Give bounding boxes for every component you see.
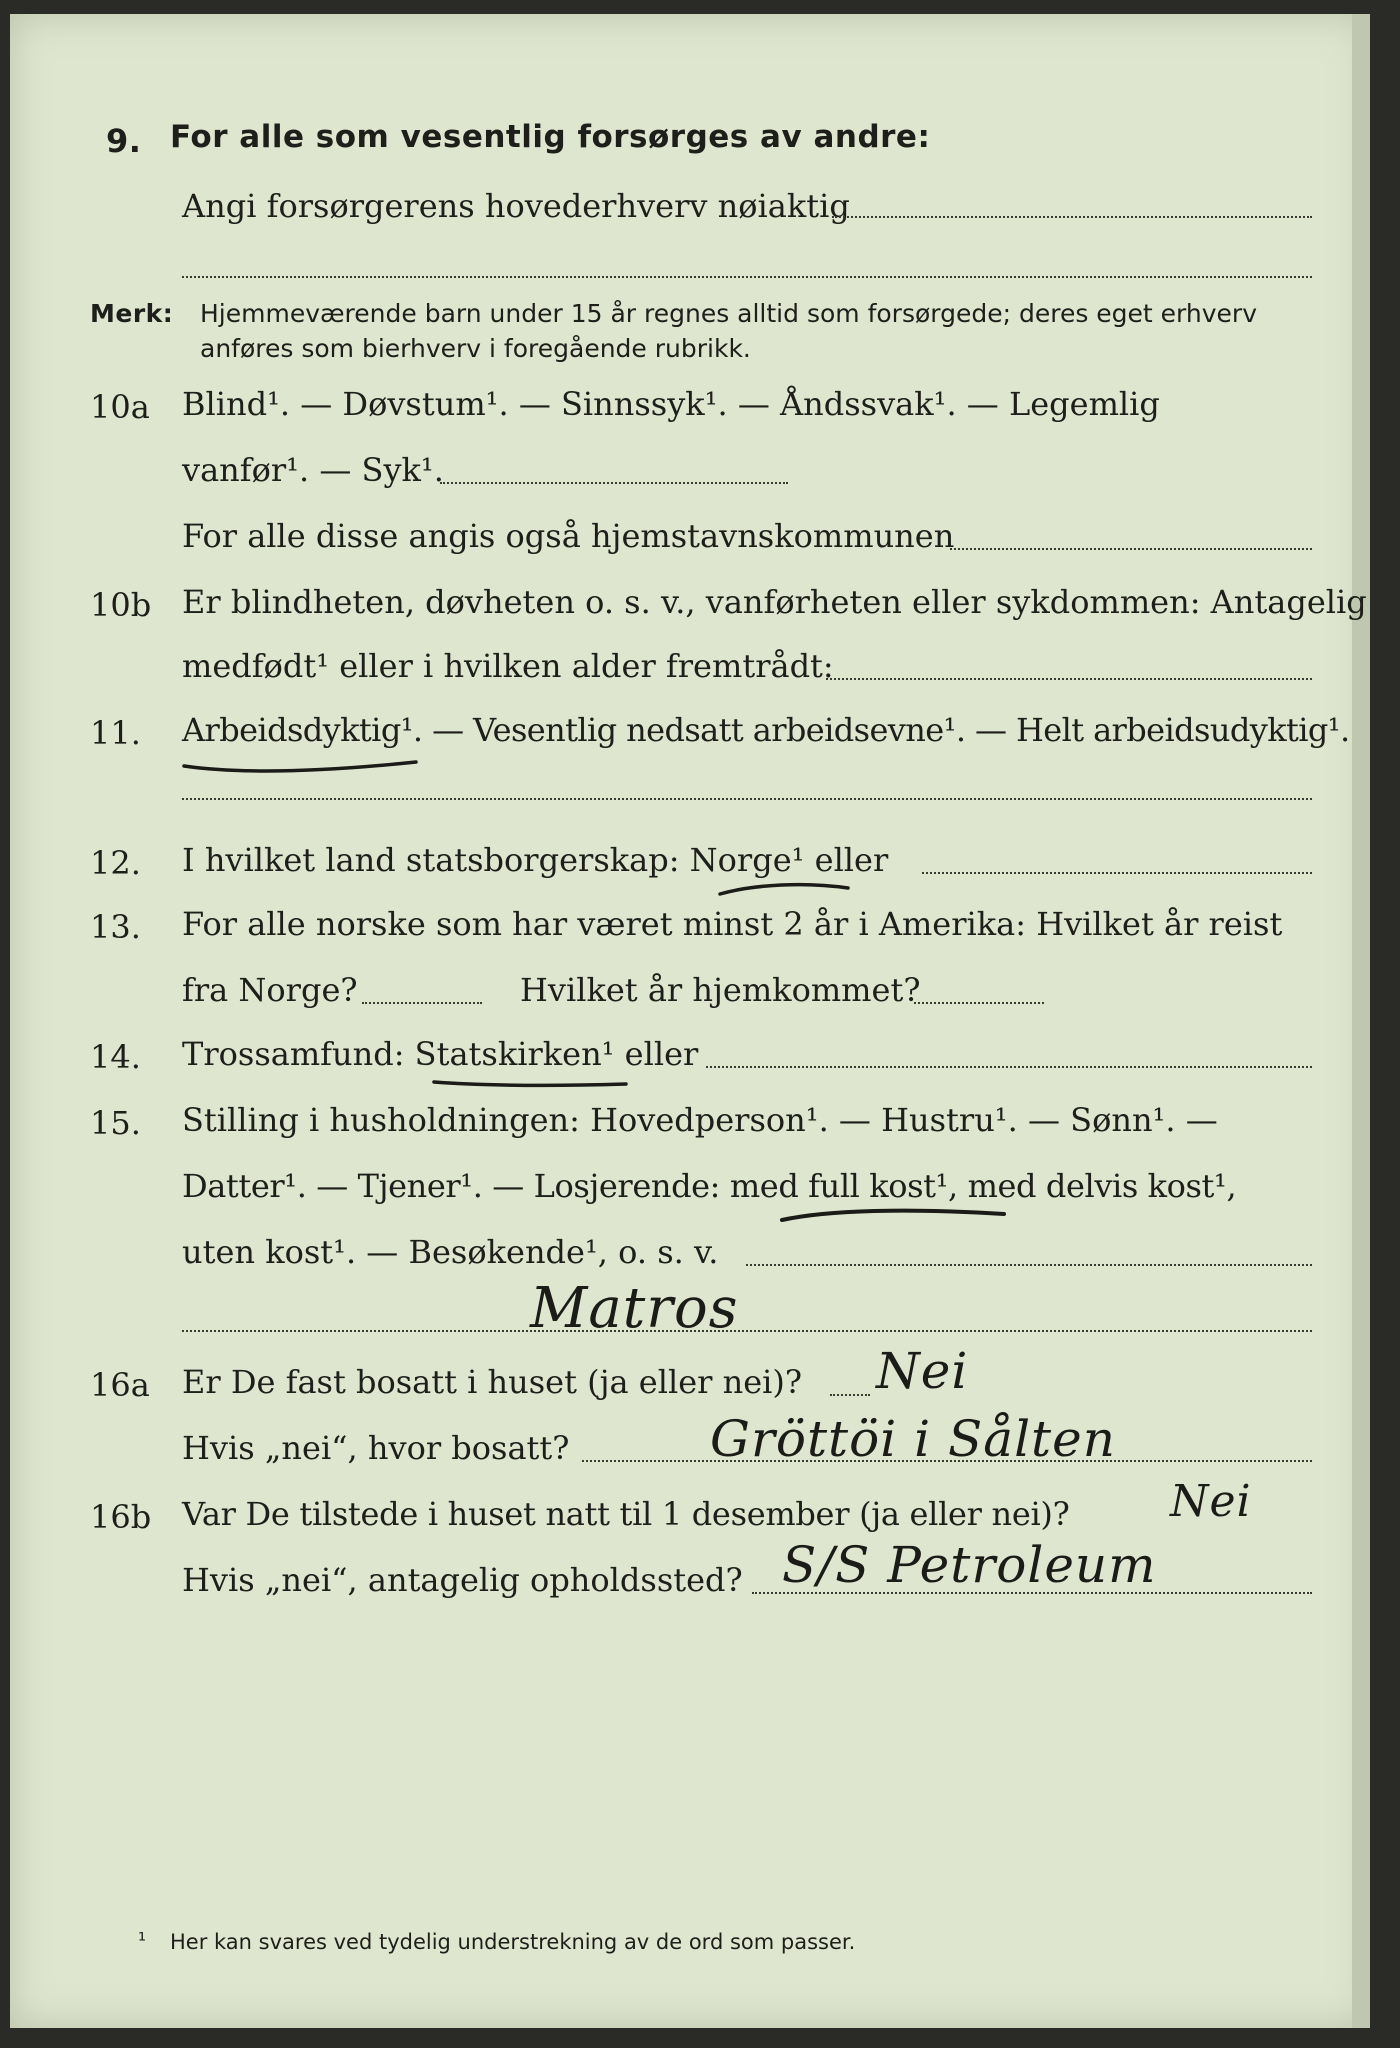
q12-answer-line[interactable] bbox=[922, 872, 1312, 874]
footnote-mark: ¹ bbox=[138, 1928, 147, 1952]
q14-handwritten-underline bbox=[430, 1072, 630, 1094]
q16a-handwritten-answer-1: Nei bbox=[876, 1342, 969, 1400]
q16a-line-1: Er De fast bosatt i huset (ja eller nei)? bbox=[182, 1363, 803, 1401]
q10a-syk-answer-line[interactable] bbox=[440, 482, 788, 484]
q9-answer-line[interactable] bbox=[832, 216, 1312, 218]
q10b-answer-line[interactable] bbox=[826, 678, 1312, 680]
q14-number: 14. bbox=[90, 1038, 141, 1076]
q10b-number: 10b bbox=[90, 586, 152, 624]
q9-heading: For alle som vesentlig forsørges av andre: bbox=[170, 119, 931, 155]
q12-handwritten-underline bbox=[716, 876, 856, 900]
page-edge bbox=[1352, 14, 1370, 2028]
q10a-line-3: For alle disse angis også hjemstavnskommunen bbox=[182, 517, 955, 555]
q15-line-2: Datter¹. — Tjener¹. — Losjerende: med full kost¹, med delvis kost¹, bbox=[182, 1167, 1237, 1205]
q15-answer-line-2[interactable] bbox=[182, 1330, 1312, 1332]
q14-line-1: Trossamfund: Statskirken¹ eller bbox=[182, 1035, 699, 1073]
q16a-number: 16a bbox=[90, 1366, 150, 1404]
q16b-line-2: Hvis „nei“, antagelig opholdssted? bbox=[182, 1561, 743, 1599]
q10b-line-2: medfødt¹ eller i hvilken alder fremtrådt: bbox=[182, 647, 834, 685]
q10a-hjemstavn-answer-line[interactable] bbox=[950, 548, 1312, 550]
q15-number: 15. bbox=[90, 1104, 141, 1142]
q11-handwritten-underline bbox=[180, 752, 420, 778]
q15-line-1: Stilling i husholdningen: Hovedperson¹. — Hustru¹. — Sønn¹. — bbox=[182, 1101, 1218, 1139]
q13-hjemkommet-answer-line[interactable] bbox=[914, 1002, 1044, 1004]
q12-line-1: I hvilket land statsborgerskap: Norge¹ eller bbox=[182, 841, 889, 879]
q9-answer-line-2[interactable] bbox=[182, 276, 1312, 278]
q9-prompt: Angi forsørgerens hovederhverv nøiaktig bbox=[182, 187, 850, 225]
merk-label: Merk: bbox=[90, 299, 174, 328]
q16b-handwritten-answer-1: Nei bbox=[1170, 1476, 1252, 1527]
q13-number: 13. bbox=[90, 908, 141, 946]
q10a-line-2: vanfør¹. — Syk¹. bbox=[182, 451, 444, 489]
q15-handwritten-answer: Matros bbox=[530, 1276, 739, 1341]
merk-text-2: anføres som bierhverv i foregående rubrikk. bbox=[200, 334, 751, 363]
q15-handwritten-underline bbox=[778, 1204, 1008, 1228]
q13-line-1: For alle norske som har været minst 2 år i Amerika: Hvilket år reist bbox=[182, 905, 1283, 943]
q16b-number: 16b bbox=[90, 1498, 152, 1536]
q14-answer-line[interactable] bbox=[706, 1066, 1312, 1068]
q16a-line-2: Hvis „nei“, hvor bosatt? bbox=[182, 1429, 570, 1467]
q16b-line-1: Var De tilstede i huset natt til 1 desember (ja eller nei)? bbox=[182, 1495, 1070, 1533]
q12-number: 12. bbox=[90, 844, 141, 882]
q13-fra-norge: fra Norge? bbox=[182, 971, 358, 1009]
q13-reist-answer-line[interactable] bbox=[362, 1002, 482, 1004]
q11-number: 11. bbox=[90, 714, 141, 752]
q10a-number: 10a bbox=[90, 388, 150, 426]
q13-hjemkommet: Hvilket år hjemkommet? bbox=[520, 971, 921, 1009]
q15-line-3: uten kost¹. — Besøkende¹, o. s. v. bbox=[182, 1233, 719, 1271]
census-form-page bbox=[10, 14, 1370, 2028]
merk-text-1: Hjemmeværende barn under 15 år regnes alltid som forsørgede; deres eget erhverv bbox=[200, 299, 1257, 328]
q10a-line-1: Blind¹. — Døvstum¹. — Sinnssyk¹. — Åndssvak¹. — Legemlig bbox=[182, 385, 1160, 423]
q16b-handwritten-answer-2: S/S Petroleum bbox=[782, 1536, 1157, 1594]
q16a-handwritten-answer-2: Gröttöi i Sålten bbox=[710, 1410, 1116, 1468]
q16a-answer-line-1[interactable] bbox=[830, 1394, 870, 1396]
q10b-line-1: Er blindheten, døvheten o. s. v., vanførheten eller sykdommen: Antagelig bbox=[182, 583, 1367, 621]
q11-answer-line[interactable] bbox=[182, 798, 1312, 800]
q9-number: 9. bbox=[106, 122, 142, 160]
footnote-text: Her kan svares ved tydelig understrekning av de ord som passer. bbox=[170, 1930, 856, 1954]
q11-line-1: Arbeidsdyktig¹. — Vesentlig nedsatt arbeidsevne¹. — Helt arbeidsudyktig¹. bbox=[182, 711, 1350, 749]
q15-answer-line-1[interactable] bbox=[746, 1264, 1312, 1266]
